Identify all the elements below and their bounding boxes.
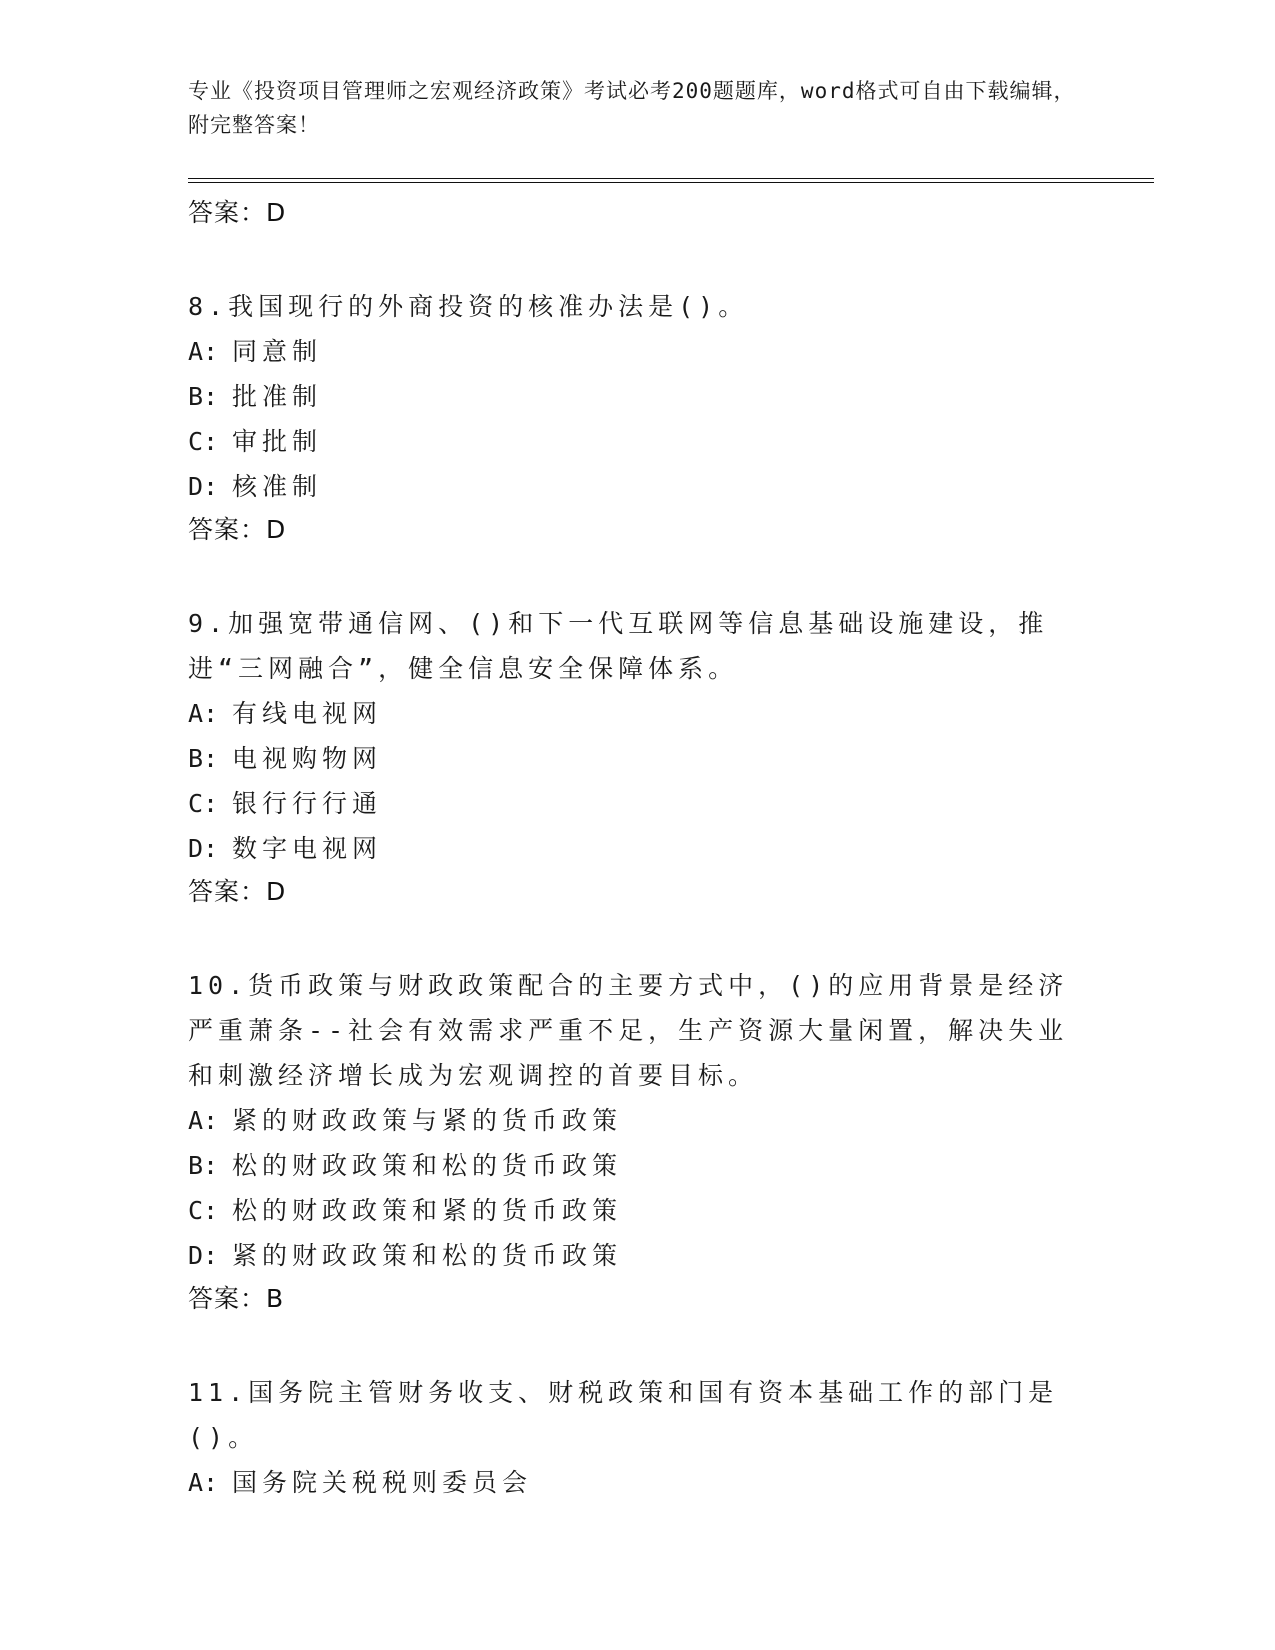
- option-letter: B:: [188, 382, 219, 411]
- answer-line: 答案：D: [188, 877, 287, 906]
- option-d: [188, 464, 1088, 509]
- option-text: 核准制: [232, 472, 323, 501]
- question-block-8: [188, 284, 1088, 551]
- option-letter: C:: [188, 789, 219, 818]
- option-letter: D:: [188, 472, 219, 501]
- option-text: 银行行行通: [232, 789, 383, 818]
- answer-line: 答案：B: [188, 1284, 285, 1313]
- option-b: [188, 374, 1088, 419]
- option-text: 国务院关税税则委员会: [232, 1468, 533, 1497]
- question-text: 9.加强宽带通信网、()和下一代互联网等信息基础设施建设，推进“三网融合”，健全信息安全保障体系。: [188, 609, 1049, 683]
- option-letter: A:: [188, 1468, 219, 1497]
- question-text: 11.国务院主管财务收支、财税政策和国有资本基础工作的部门是()。: [188, 1378, 1059, 1452]
- header-divider: [188, 178, 1154, 183]
- option-letter: D:: [188, 1241, 219, 1270]
- option-c: [188, 1188, 1088, 1233]
- option-letter: A:: [188, 1106, 219, 1135]
- question-text: 8.我国现行的外商投资的核准办法是()。: [188, 292, 749, 321]
- option-a: [188, 329, 1088, 374]
- option-a: [188, 691, 1088, 736]
- option-text: 松的财政政策和松的货币政策: [232, 1151, 623, 1180]
- option-letter: A:: [188, 699, 219, 728]
- option-d: [188, 1233, 1088, 1278]
- option-letter: A:: [188, 337, 219, 366]
- option-c: [188, 419, 1088, 464]
- option-text: 数字电视网: [232, 834, 383, 863]
- option-text: 紧的财政政策与紧的货币政策: [232, 1106, 623, 1135]
- option-text: 同意制: [232, 337, 323, 366]
- option-letter: C:: [188, 427, 219, 456]
- question-text: 10.货币政策与财政政策配合的主要方式中，()的应用背景是经济严重萧条--社会有效需求严重不足，生产资源大量闲置，解决失业和刺激经济增长成为宏观调控的首要目标。: [188, 971, 1069, 1090]
- document-header: [188, 74, 1078, 142]
- question-block-10: [188, 963, 1088, 1320]
- option-a: [188, 1098, 1088, 1143]
- option-letter: B:: [188, 744, 219, 773]
- option-b: [188, 1143, 1088, 1188]
- option-text: 紧的财政政策和松的货币政策: [232, 1241, 623, 1270]
- option-d: [188, 826, 1088, 871]
- answer-line: 答案：D: [188, 198, 287, 227]
- option-text: 有线电视网: [232, 699, 383, 728]
- question-block-11: [188, 1370, 1088, 1505]
- option-text: 批准制: [232, 382, 323, 411]
- option-text: 审批制: [232, 427, 323, 456]
- option-b: [188, 736, 1088, 781]
- question-block-9: [188, 601, 1088, 913]
- option-letter: B:: [188, 1151, 219, 1180]
- option-letter: C:: [188, 1196, 219, 1225]
- option-text: 松的财政政策和紧的货币政策: [232, 1196, 623, 1225]
- option-c: [188, 781, 1088, 826]
- option-letter: D:: [188, 834, 219, 863]
- question-list: [188, 192, 1088, 1505]
- answer-line: 答案：D: [188, 515, 287, 544]
- header-text: 专业《投资项目管理师之宏观经济政策》考试必考200题题库，word格式可自由下载编辑，附完整答案！: [188, 79, 1076, 137]
- option-text: 电视购物网: [232, 744, 383, 773]
- option-a: [188, 1460, 1088, 1505]
